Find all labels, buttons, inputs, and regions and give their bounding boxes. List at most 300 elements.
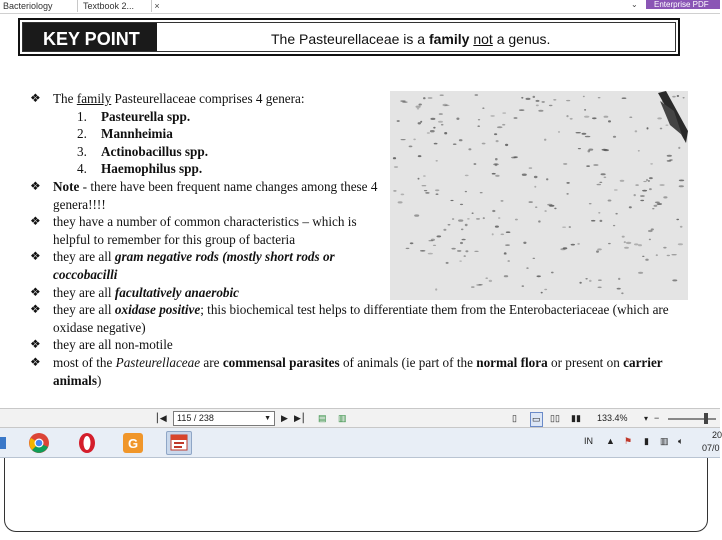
bacterium-speck bbox=[672, 96, 676, 98]
bacterium-speck bbox=[536, 100, 540, 102]
bacterium-speck bbox=[502, 112, 506, 113]
bacterium-speck bbox=[535, 207, 537, 208]
bullet-genera bbox=[30, 90, 380, 108]
bacterium-speck bbox=[665, 125, 668, 126]
bacterium-speck bbox=[538, 110, 543, 112]
bacterium-speck bbox=[576, 132, 581, 133]
bacterium-speck bbox=[507, 260, 510, 262]
bacterium-speck bbox=[494, 133, 497, 135]
bacterium-speck bbox=[677, 95, 679, 97]
zoom-dropdown-icon[interactable]: ▾ bbox=[644, 414, 649, 423]
bacterium-speck bbox=[417, 108, 420, 110]
bacterium-speck bbox=[553, 99, 556, 101]
genus-number: 4. bbox=[77, 161, 87, 177]
app-g-svg bbox=[120, 431, 146, 455]
gram-negative-emphasis: gram negative rods (mostly short rods or coccobacilli bbox=[53, 249, 335, 282]
bacterium-speck bbox=[446, 262, 449, 264]
bacterium-speck bbox=[593, 164, 598, 166]
bacterium-speck bbox=[536, 105, 539, 107]
bacterium-speck bbox=[498, 217, 500, 219]
bullet-characteristics bbox=[30, 213, 380, 248]
bullet-text: ) bbox=[96, 372, 102, 388]
bullet-text: they are all non-motile bbox=[53, 337, 173, 353]
bacterium-speck bbox=[439, 113, 443, 115]
micrograph-image bbox=[390, 91, 688, 300]
bacterium-speck bbox=[601, 173, 606, 175]
start-orb-svg bbox=[0, 431, 10, 455]
bacterium-speck bbox=[646, 179, 648, 181]
bacterium-speck bbox=[534, 186, 536, 188]
bacterium-speck bbox=[542, 101, 545, 102]
bacterium-speck bbox=[642, 190, 647, 192]
next-page-button[interactable]: ▶ bbox=[281, 413, 288, 423]
bacterium-speck bbox=[629, 206, 632, 208]
bacterium-speck bbox=[435, 189, 439, 191]
bullet-text: most of the bbox=[53, 354, 116, 370]
bacterium-speck bbox=[618, 278, 620, 280]
chrome-icon[interactable] bbox=[26, 431, 52, 455]
key-point-family: family bbox=[428, 31, 470, 47]
bacterium-speck bbox=[544, 289, 547, 290]
diamond-bullet-icon: ❖ bbox=[30, 354, 41, 369]
bacterium-speck bbox=[440, 95, 444, 96]
browser-tab-strip bbox=[0, 0, 720, 14]
bacterium-speck bbox=[621, 292, 623, 294]
bacterium-speck bbox=[474, 251, 478, 252]
tray-expand-icon[interactable]: ▲ bbox=[606, 436, 615, 446]
key-point-not: not bbox=[473, 31, 493, 47]
bacterium-speck bbox=[431, 239, 435, 241]
bacterium-speck bbox=[474, 163, 477, 165]
bacterium-speck bbox=[649, 188, 652, 190]
bacterium-speck bbox=[393, 190, 396, 192]
genus-number: 2. bbox=[77, 126, 87, 142]
last-page-button[interactable]: ▶⎮ bbox=[294, 413, 306, 423]
bacterium-speck bbox=[657, 203, 663, 205]
bacterium-speck bbox=[501, 234, 505, 236]
bacterium-speck bbox=[401, 139, 406, 140]
diamond-bullet-icon: ❖ bbox=[30, 178, 41, 193]
diamond-bullet-icon: ❖ bbox=[30, 284, 41, 299]
continuous-view-icon[interactable]: ▭ bbox=[530, 412, 543, 427]
bacterium-speck bbox=[478, 119, 480, 120]
bacterium-speck bbox=[638, 150, 640, 152]
bacterium-speck bbox=[648, 230, 653, 232]
bullet-text: The bbox=[53, 91, 77, 106]
bacterium-speck bbox=[598, 97, 601, 98]
bacterium-speck bbox=[410, 242, 414, 244]
normal-flora-bold: normal flora bbox=[476, 354, 548, 370]
bacterium-speck bbox=[599, 182, 602, 183]
bacterium-speck bbox=[663, 196, 667, 198]
bullet-text: they are all bbox=[53, 302, 115, 318]
bacterium-speck bbox=[523, 242, 526, 244]
bacterium-speck bbox=[420, 250, 425, 252]
bacterium-speck bbox=[464, 255, 466, 257]
bacterium-speck bbox=[589, 280, 592, 282]
bacterium-speck bbox=[457, 250, 461, 251]
bacterium-speck bbox=[649, 239, 651, 241]
genus-number: 3. bbox=[77, 143, 87, 159]
bacterium-speck bbox=[519, 109, 525, 111]
diamond-bullet-icon: ❖ bbox=[30, 337, 41, 352]
zoom-slider-track[interactable] bbox=[668, 418, 716, 420]
bacterium-speck bbox=[529, 167, 533, 168]
bacterium-speck bbox=[480, 192, 483, 193]
battery-icon[interactable]: ▮ bbox=[644, 436, 649, 446]
bacterium-speck bbox=[505, 144, 508, 146]
bacterium-speck bbox=[465, 224, 468, 226]
bacterium-speck bbox=[678, 147, 680, 149]
pdf-reader-taskbar-icon[interactable] bbox=[166, 431, 192, 455]
bacterium-speck bbox=[513, 156, 517, 158]
bullet-non-motile bbox=[30, 336, 670, 354]
genus-name: Pasteurella spp. bbox=[101, 108, 191, 124]
bacterium-speck bbox=[425, 192, 429, 194]
key-point-inner-border bbox=[22, 22, 676, 52]
bacterium-speck bbox=[504, 253, 507, 255]
bacterium-speck bbox=[656, 254, 658, 256]
note-label: Note bbox=[53, 178, 80, 194]
bacterium-speck bbox=[504, 275, 508, 277]
key-point-text-pre: The Pasteurellaceae is a bbox=[271, 31, 429, 47]
bacterium-speck bbox=[533, 258, 536, 259]
bacterium-speck bbox=[614, 189, 618, 190]
bacterium-speck bbox=[419, 104, 422, 106]
key-point-box bbox=[18, 18, 680, 56]
bacterium-speck bbox=[393, 157, 396, 159]
bacterium-speck bbox=[654, 205, 658, 207]
bacterium-speck bbox=[505, 244, 510, 246]
bacterium-speck bbox=[596, 250, 599, 252]
chevron-down-icon[interactable]: ▼ bbox=[264, 415, 271, 422]
bacterium-speck bbox=[629, 117, 632, 118]
bacterium-speck bbox=[613, 225, 615, 226]
bacterium-speck bbox=[420, 121, 422, 123]
bullet-text: are bbox=[200, 354, 223, 370]
bacterium-speck bbox=[515, 219, 518, 221]
bacterium-speck bbox=[617, 288, 621, 290]
bacterium-speck bbox=[437, 235, 442, 237]
bacterium-speck bbox=[414, 214, 419, 216]
bacterium-speck bbox=[640, 195, 645, 197]
oxidase-emphasis: oxidase positive bbox=[114, 302, 201, 318]
bullet-note bbox=[30, 178, 380, 213]
bacterium-speck bbox=[680, 226, 683, 228]
bacterium-speck bbox=[634, 243, 638, 245]
pdf-reader-svg bbox=[167, 432, 191, 454]
bacterium-speck bbox=[657, 117, 662, 119]
anaerobic-emphasis: facultatively anaerobic bbox=[114, 284, 240, 300]
bacterium-speck bbox=[660, 184, 665, 186]
bacterium-speck bbox=[604, 177, 607, 179]
bacterium-speck bbox=[418, 178, 420, 180]
windows-taskbar bbox=[0, 428, 720, 458]
bacterium-speck bbox=[537, 275, 541, 277]
bacterium-speck bbox=[522, 174, 527, 176]
bacterium-speck bbox=[434, 143, 438, 145]
bacterium-speck bbox=[458, 219, 463, 221]
bacterium-speck bbox=[562, 227, 566, 228]
pdf-page bbox=[0, 14, 720, 408]
chevron-down-icon[interactable]: ⌄ bbox=[631, 0, 638, 9]
bacterium-speck bbox=[533, 96, 536, 98]
bacterium-speck bbox=[579, 282, 581, 284]
bacterium-speck bbox=[541, 292, 543, 294]
bacterium-speck bbox=[549, 205, 554, 207]
bacterium-speck bbox=[635, 130, 638, 132]
bacterium-speck bbox=[521, 97, 523, 99]
bacterium-speck bbox=[448, 224, 451, 225]
save-icon[interactable]: ▥ bbox=[338, 413, 347, 423]
bacterium-speck bbox=[615, 213, 617, 215]
bacterium-speck bbox=[671, 254, 676, 255]
bacterium-speck bbox=[650, 163, 653, 164]
bullet-commensal bbox=[30, 354, 670, 389]
bacterium-speck bbox=[582, 133, 587, 135]
bacterium-speck bbox=[477, 125, 480, 127]
bacterium-speck bbox=[506, 231, 511, 233]
bacterium-speck bbox=[569, 226, 571, 228]
diamond-bullet-icon: ❖ bbox=[30, 91, 41, 105]
bacterium-speck bbox=[459, 261, 462, 262]
bacterium-speck bbox=[398, 201, 403, 203]
bacterium-speck bbox=[465, 175, 469, 177]
bacterium-speck bbox=[394, 166, 398, 168]
bacterium-speck bbox=[566, 100, 570, 101]
bacterium-speck bbox=[578, 148, 581, 149]
bacterium-speck bbox=[433, 127, 435, 129]
bacterium-speck bbox=[676, 219, 679, 220]
bacterium-speck bbox=[450, 200, 453, 201]
bacterium-speck bbox=[558, 131, 560, 132]
bacterium-speck bbox=[544, 139, 546, 141]
bacterium-speck bbox=[645, 259, 648, 261]
bacterium-speck bbox=[608, 120, 611, 122]
bacterium-speck bbox=[418, 155, 422, 157]
print-icon[interactable]: ▤ bbox=[318, 413, 327, 423]
first-page-button[interactable]: ⎮◀ bbox=[155, 413, 167, 423]
bacterium-speck bbox=[626, 242, 631, 244]
bacterium-speck bbox=[638, 244, 642, 246]
diamond-bullet-icon: ❖ bbox=[30, 302, 41, 317]
page-number-value: 115 / 238 bbox=[177, 413, 214, 423]
bacterium-speck bbox=[549, 105, 553, 106]
bacterium-speck bbox=[443, 229, 446, 231]
bacterium-speck bbox=[544, 210, 546, 212]
volume-icon[interactable]: 🔈︎ bbox=[678, 436, 684, 446]
bacterium-speck bbox=[608, 243, 611, 244]
bacterium-speck bbox=[526, 267, 528, 269]
bacterium-speck bbox=[563, 163, 567, 164]
bacterium-speck bbox=[648, 180, 650, 181]
genus-name: Haemophilus spp. bbox=[101, 161, 203, 177]
bacterium-speck bbox=[640, 200, 644, 201]
two-page-view-icon[interactable]: ▯▯ bbox=[550, 413, 560, 423]
tab-bacteriology[interactable]: Bacteriology bbox=[0, 0, 78, 12]
bacterium-speck bbox=[489, 280, 492, 282]
bacterium-speck bbox=[460, 242, 463, 244]
genus-name: Mannheimia bbox=[101, 126, 173, 142]
bacterium-speck bbox=[430, 130, 435, 132]
bacterium-speck bbox=[522, 285, 525, 287]
bacterium-speck bbox=[566, 193, 568, 195]
bacterium-speck bbox=[585, 278, 587, 279]
bacterium-speck bbox=[482, 143, 486, 145]
bacterium-speck bbox=[452, 218, 454, 220]
family-underlined: family bbox=[76, 91, 112, 106]
opera-svg bbox=[74, 431, 100, 455]
bacterium-speck bbox=[586, 165, 590, 167]
bacterium-speck bbox=[476, 284, 481, 285]
bacterium-speck bbox=[514, 117, 518, 119]
action-center-icon[interactable]: ⚑ bbox=[624, 436, 633, 446]
bacterium-speck bbox=[428, 253, 433, 255]
bacterium-speck bbox=[501, 200, 504, 202]
bacterium-speck bbox=[652, 208, 654, 209]
bacterium-speck bbox=[672, 279, 677, 281]
bacterium-speck bbox=[679, 185, 684, 187]
bacterium-speck bbox=[526, 98, 531, 100]
zoom-level[interactable]: 133.4% bbox=[597, 413, 628, 423]
bacterium-speck bbox=[430, 118, 435, 120]
bacterium-speck bbox=[428, 97, 433, 98]
bacterium-speck bbox=[678, 243, 683, 245]
bacterium-speck bbox=[424, 190, 427, 191]
svg-text:G: G bbox=[128, 436, 139, 451]
enterprise-pdf-tab[interactable]: Enterprise PDF bbox=[646, 0, 720, 9]
app-g-icon[interactable] bbox=[120, 431, 146, 455]
bacterium-speck bbox=[406, 248, 410, 249]
bacterium-speck bbox=[570, 118, 573, 120]
chrome-svg bbox=[26, 431, 52, 455]
bacterium-speck bbox=[423, 97, 426, 99]
bacterium-speck bbox=[441, 124, 444, 126]
bacterium-speck bbox=[598, 287, 602, 289]
bacterium-speck bbox=[622, 97, 627, 99]
bacterium-speck bbox=[655, 202, 660, 204]
bacterium-speck bbox=[436, 160, 438, 162]
bacterium-speck bbox=[492, 173, 496, 175]
bacterium-speck bbox=[435, 288, 437, 290]
bacterium-speck bbox=[397, 120, 400, 122]
bacterium-speck bbox=[472, 213, 474, 214]
bacterium-speck bbox=[604, 116, 609, 118]
tab-textbook[interactable]: Textbook 2... bbox=[80, 0, 152, 12]
language-indicator[interactable]: IN bbox=[584, 436, 593, 446]
bacterium-speck bbox=[482, 107, 484, 109]
bacterium-speck bbox=[551, 272, 554, 274]
single-page-view-icon[interactable]: ▯ bbox=[512, 413, 517, 423]
bacterium-speck bbox=[583, 96, 585, 97]
page-number-input[interactable] bbox=[173, 411, 275, 426]
key-point-label: KEY POINT bbox=[23, 23, 157, 51]
bacterium-speck bbox=[643, 181, 646, 182]
diamond-bullet-icon: ❖ bbox=[30, 214, 41, 229]
bacterium-speck bbox=[554, 208, 556, 210]
bacterium-speck bbox=[422, 185, 427, 186]
start-button-icon[interactable] bbox=[0, 431, 10, 455]
bullet-text: they are all bbox=[53, 249, 115, 265]
bacterium-speck bbox=[538, 220, 541, 222]
bacterium-speck bbox=[451, 248, 455, 250]
bacterium-speck bbox=[647, 127, 649, 129]
bacterium-speck bbox=[566, 182, 569, 184]
opera-icon[interactable] bbox=[74, 431, 100, 455]
bacterium-speck bbox=[423, 175, 426, 177]
bacterium-speck bbox=[496, 140, 499, 142]
bacterium-speck bbox=[476, 218, 480, 220]
bacterium-speck bbox=[598, 212, 600, 214]
genus-number: 1. bbox=[77, 108, 87, 124]
bacterium-speck bbox=[585, 136, 591, 138]
bacterium-speck bbox=[613, 136, 616, 138]
bacterium-speck bbox=[485, 277, 488, 279]
bacterium-speck bbox=[546, 178, 548, 180]
bacterium-speck bbox=[483, 217, 485, 219]
bacterium-speck bbox=[624, 241, 626, 243]
bacterium-speck bbox=[608, 200, 612, 202]
bacterium-speck bbox=[438, 121, 443, 123]
bullet-text: or present on bbox=[547, 354, 624, 370]
bacterium-speck bbox=[418, 122, 421, 124]
pdf-toolbar bbox=[0, 408, 720, 428]
bacterium-speck bbox=[667, 155, 672, 157]
bacterium-speck bbox=[436, 194, 439, 195]
zoom-slider-thumb[interactable] bbox=[704, 413, 708, 424]
bacterium-speck bbox=[460, 204, 463, 205]
bacterium-speck bbox=[492, 233, 494, 235]
clock-date[interactable]: 07/0 bbox=[702, 443, 720, 453]
bacterium-speck bbox=[401, 194, 405, 196]
bacterium-speck bbox=[624, 247, 629, 249]
bacterium-speck bbox=[465, 191, 467, 192]
bacterium-speck bbox=[679, 180, 684, 182]
bacterium-speck bbox=[459, 139, 463, 141]
bacterium-speck bbox=[667, 160, 672, 162]
key-point-text bbox=[271, 23, 550, 55]
bacterium-speck bbox=[529, 201, 533, 202]
bacterium-speck bbox=[444, 132, 447, 134]
bacterium-speck bbox=[502, 124, 505, 126]
clock-time[interactable]: 20 bbox=[712, 430, 722, 440]
bacterium-speck bbox=[416, 106, 421, 108]
bacterium-speck bbox=[497, 126, 503, 128]
bacterium-speck bbox=[597, 248, 602, 250]
network-icon[interactable]: ▥ bbox=[660, 436, 669, 446]
bacterium-speck bbox=[492, 210, 495, 212]
bacterium-speck bbox=[495, 226, 499, 228]
bacterium-speck bbox=[534, 176, 538, 178]
bacterium-speck bbox=[635, 184, 639, 186]
bacterium-speck bbox=[620, 180, 625, 182]
close-icon[interactable]: × bbox=[154, 1, 160, 11]
two-page-continuous-icon[interactable]: ▮▮ bbox=[571, 413, 581, 423]
pasteurellaceae-italic: Pasteurellaceae bbox=[115, 354, 201, 370]
bacterium-speck bbox=[588, 149, 593, 151]
micrograph-svg bbox=[390, 91, 688, 300]
bacterium-speck bbox=[413, 139, 416, 141]
zoom-out-icon[interactable]: − bbox=[654, 413, 660, 423]
bullet-oxidase bbox=[30, 301, 670, 336]
bacterium-speck bbox=[571, 244, 575, 246]
bacterium-speck bbox=[602, 149, 608, 151]
bacterium-speck bbox=[409, 146, 413, 148]
blank-panel bbox=[4, 458, 708, 532]
bullet-text: they are all bbox=[53, 284, 115, 300]
bacterium-speck bbox=[467, 218, 470, 219]
bacterium-speck bbox=[622, 236, 625, 238]
